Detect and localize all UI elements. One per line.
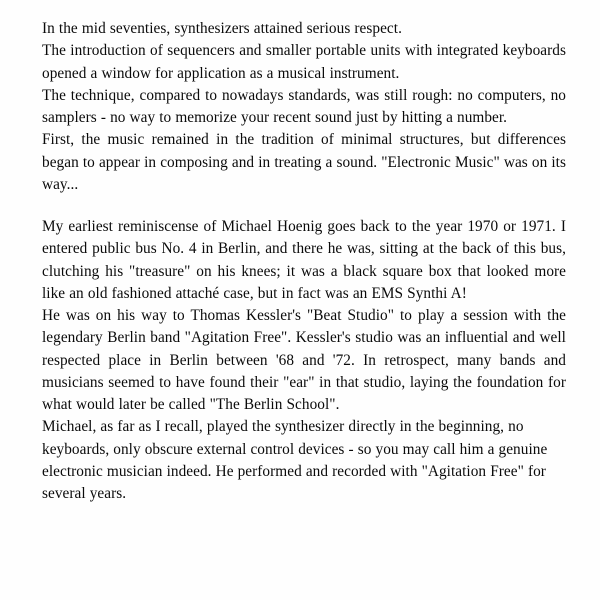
paragraph: The introduction of sequencers and smaller portable units with integrated keyboards opened a window for application as a musical instrument.	[42, 42, 566, 82]
paragraph: He was on his way to Thomas Kessler's "Beat Studio" to play a session with the legendary Berlin band "Agitation Free". Kessler's studio was an influential and well respected place in Berlin between '68 and '72. In retrospect, many bands and musicians seemed to have found their "ear" in that studio, laying the foundation for what would later be called "The Berlin School".	[42, 307, 566, 413]
section-two	[42, 216, 566, 505]
section-divider-space	[42, 196, 566, 216]
paragraph: My earliest reminiscense of Michael Hoenig goes back to the year 1970 or 1971. I entered public bus No. 4 in Berlin, and there he was, sitting at the back of this bus, clutching his "treasure" on his knees; it was a black square box that looked more like an old fashioned attaché case, but in fact was an EMS Synthi A!	[42, 218, 566, 302]
section-one	[42, 18, 566, 196]
paragraph: In the mid seventies, synthesizers attained serious respect.	[42, 20, 402, 37]
paragraph: Michael, as far as I recall, played the synthesizer directly in the beginning, no keyboards, only obscure external control devices - so you may call him a genuine electronic musician indeed. He performed and recorded with "Agitation Free" for several years.	[42, 418, 548, 502]
paragraph: The technique, compared to nowadays standards, was still rough: no computers, no samplers - no way to memorize your recent sound just by hitting a number.	[42, 86, 566, 126]
paragraph: First, the music remained in the tradition of minimal structures, but differences began to appear in composing and in treating a sound. "Electronic Music" was on its way...	[42, 131, 566, 193]
